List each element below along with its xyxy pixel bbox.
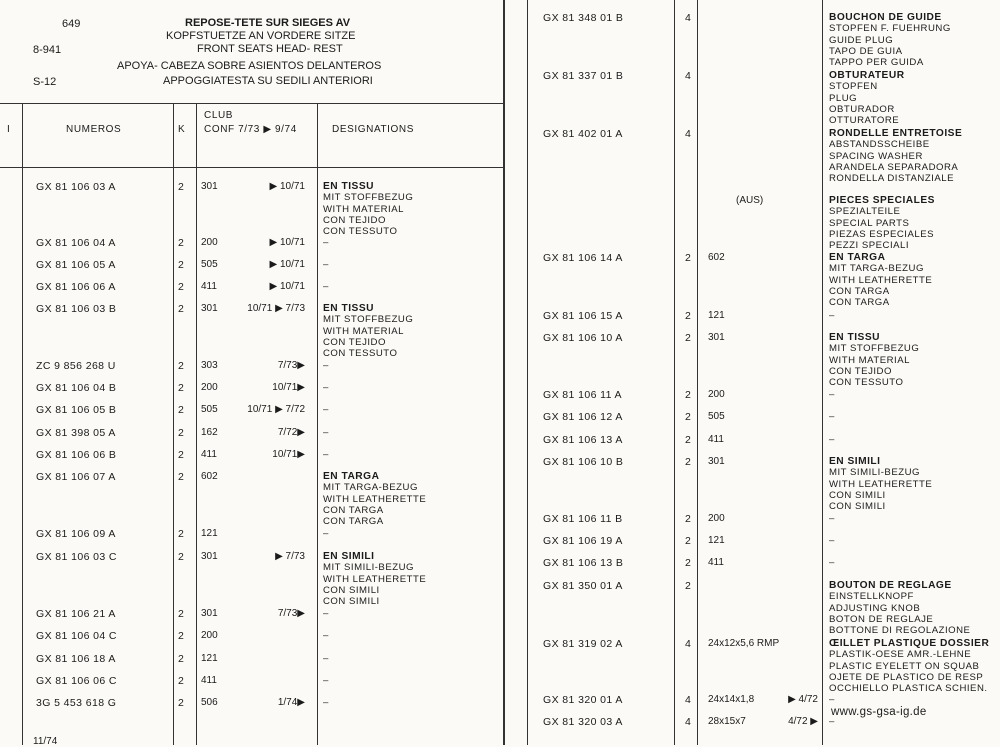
part-number: GX 81 106 06 A — [36, 281, 116, 293]
quantity-k: 2 — [178, 427, 184, 439]
designation-title: – — [829, 694, 835, 705]
page-title: REPOSE-TETE SUR SIEGES AV — [185, 17, 351, 29]
designation-title: – — [323, 528, 329, 539]
designation-block — [829, 580, 970, 636]
part-number: GX 81 320 03 A — [543, 716, 623, 728]
designation-block — [323, 259, 329, 270]
quantity-k: 2 — [178, 471, 184, 483]
designation-block — [323, 303, 413, 359]
designation-line: MIT SIMILI-BEZUG — [829, 467, 920, 479]
quantity-k: 2 — [685, 535, 691, 547]
designation-block — [323, 630, 329, 641]
designation-block — [829, 694, 835, 705]
designation-title: – — [323, 608, 329, 619]
club-conf: 411 — [201, 281, 217, 292]
part-number: GX 81 337 01 B — [543, 70, 624, 82]
title-german: KOPFSTUETZE AN VORDERE SITZE — [166, 30, 356, 42]
date-range: 4/72 ▶ — [788, 716, 818, 727]
club-conf: 301 — [708, 332, 725, 343]
club-conf: 411 — [201, 449, 217, 460]
quantity-k: 2 — [685, 434, 691, 446]
date-range: 1/74▶ — [277, 697, 305, 708]
part-number: GX 81 106 21 A — [36, 608, 116, 620]
designation-block — [829, 389, 835, 400]
col-header-club: CLUB — [204, 110, 234, 121]
designation-title: BOUCHON DE GUIDE — [829, 12, 942, 23]
club-conf: 200 — [708, 389, 725, 400]
part-number: GX 81 106 14 A — [543, 252, 623, 264]
club-conf: 301 — [708, 456, 725, 467]
designation-block — [829, 638, 989, 694]
right-col-line-k — [697, 0, 698, 745]
club-conf: 28x15x7 — [708, 716, 746, 727]
left-col-line-conf — [317, 103, 318, 745]
quantity-k: 2 — [685, 252, 691, 264]
date-range: ▶ 10/71 — [269, 181, 305, 192]
quantity-k: 2 — [685, 389, 691, 401]
part-number: GX 81 106 03 B — [36, 303, 117, 315]
designation-line: CON SIMILI — [323, 584, 380, 596]
designation-block — [323, 449, 329, 460]
page-number: 649 — [62, 18, 81, 30]
header-divider-top — [0, 103, 504, 104]
designation-title: RONDELLE ENTRETOISE — [829, 128, 963, 139]
quantity-k: 2 — [178, 653, 184, 665]
designation-block — [829, 513, 835, 524]
date-range: 7/72▶ — [277, 427, 305, 438]
date-range: ▶ 7/73 — [275, 551, 305, 562]
quantity-k: 2 — [685, 332, 691, 344]
designation-line: WITH LEATHERETTE — [323, 573, 427, 585]
designation-title: EN SIMILI — [829, 456, 881, 467]
designation-title: – — [829, 557, 835, 568]
designation-line: CON TESSUTO — [323, 226, 398, 238]
designation-line: WITH LEATHERETTE — [323, 493, 427, 505]
quantity-k: 4 — [685, 716, 691, 728]
designation-title: – — [829, 513, 835, 524]
club-conf: 301 — [201, 181, 218, 192]
part-number: GX 81 106 11 B — [543, 513, 623, 525]
col-header-k: K — [178, 124, 186, 135]
designation-line: OCCHIELLO PLASTICA SCHIEN. — [829, 683, 988, 695]
designation-line: WITH MATERIAL — [323, 203, 404, 215]
date-range: 10/71 ▶ 7/73 — [247, 303, 305, 314]
quantity-k: 2 — [685, 557, 691, 569]
designation-title: – — [323, 630, 329, 641]
date-range: ▶ 10/71 — [269, 281, 305, 292]
club-conf: 301 — [201, 608, 218, 619]
quantity-k: 2 — [178, 675, 184, 687]
designation-block — [323, 471, 426, 527]
designation-title: – — [323, 449, 329, 460]
club-conf: 121 — [708, 310, 725, 321]
part-number: GX 81 106 10 B — [543, 456, 624, 468]
part-number: GX 81 106 18 A — [36, 653, 116, 665]
club-conf: 200 — [201, 237, 218, 248]
designation-line: OBTURADOR — [829, 103, 895, 115]
left-col-line-num — [173, 103, 174, 745]
designation-title: – — [829, 434, 835, 445]
website-watermark: www.gs-gsa-ig.de — [831, 706, 927, 718]
club-conf: 303 — [201, 360, 218, 371]
part-number: GX 81 106 09 A — [36, 528, 116, 540]
designation-title: PIECES SPECIALES — [829, 195, 935, 206]
designation-block — [829, 252, 932, 308]
designation-line: BOTTONE DI REGOLAZIONE — [829, 625, 971, 637]
designation-line: WITH MATERIAL — [323, 325, 404, 337]
designation-line: MIT SIMILI-BEZUG — [323, 562, 414, 574]
designation-block — [829, 434, 835, 445]
designation-line: GUIDE PLUG — [829, 34, 894, 46]
designation-line: WITH LEATHERETTE — [829, 274, 933, 286]
part-number: GX 81 402 01 A — [543, 128, 623, 140]
designation-line: CON TARGA — [323, 504, 384, 516]
designation-line: SPEZIALTEILE — [829, 206, 901, 218]
part-number: GX 81 106 15 A — [543, 310, 623, 322]
designation-line: SPECIAL PARTS — [829, 217, 910, 229]
designation-block — [829, 310, 835, 321]
club-conf: 301 — [201, 551, 218, 562]
quantity-k: 2 — [178, 608, 184, 620]
designation-line: CON TARGA — [323, 516, 384, 528]
club-conf: 200 — [201, 382, 218, 393]
quantity-k: 2 — [178, 528, 184, 540]
designation-block — [829, 535, 835, 546]
designation-title: EN TISSU — [323, 181, 374, 192]
date-range: ▶ 10/71 — [269, 259, 305, 270]
designation-block — [323, 653, 329, 664]
club-conf: 505 — [201, 404, 218, 415]
designation-block — [829, 12, 951, 68]
col-header-designations: DESIGNATIONS — [332, 124, 415, 135]
designation-line: OJETE DE PLASTICO DE RESP — [829, 671, 984, 683]
club-conf: 121 — [708, 535, 725, 546]
designation-title: – — [323, 259, 329, 270]
club-conf: 411 — [201, 675, 217, 686]
designation-line: ADJUSTING KNOB — [829, 602, 921, 614]
designation-line: CON TESSUTO — [829, 377, 904, 389]
designation-block — [323, 608, 329, 619]
part-number: GX 81 106 04 C — [36, 630, 117, 642]
designation-block — [323, 404, 329, 415]
date-range: 7/73▶ — [277, 360, 305, 371]
right-col-line-conf — [822, 0, 823, 745]
club-conf: 411 — [708, 557, 724, 568]
header-divider-bottom — [0, 167, 504, 168]
left-col-line-i — [22, 103, 23, 745]
designation-title: – — [323, 382, 329, 393]
quantity-k: 2 — [685, 580, 691, 592]
part-number: GX 81 106 03 A — [36, 181, 116, 193]
designation-block — [829, 411, 835, 422]
designation-line: MIT STOFFBEZUG — [323, 192, 414, 204]
designation-title: – — [323, 360, 329, 371]
designation-block — [323, 697, 329, 708]
designation-block — [829, 195, 935, 251]
col-header-conf: CONF 7/73 ▶ 9/74 — [204, 124, 297, 135]
quantity-k: 4 — [685, 694, 691, 706]
date-range: 7/73▶ — [277, 608, 305, 619]
designation-line: MIT TARGA-BEZUG — [323, 482, 418, 494]
quantity-k: 2 — [178, 303, 184, 315]
designation-title: – — [829, 389, 835, 400]
club-conf: (AUS) — [736, 195, 764, 206]
quantity-k: 2 — [178, 181, 184, 193]
designation-block — [829, 456, 932, 512]
designation-line: PLASTIK-OESE AMR.-LEHNE — [829, 649, 972, 661]
part-number: GX 81 106 06 C — [36, 675, 117, 687]
designation-line: ARANDELA SEPARADORA — [829, 161, 959, 173]
designation-block — [323, 360, 329, 371]
designation-line: PEZZI SPECIALI — [829, 240, 910, 252]
part-number: 3G 5 453 618 G — [36, 697, 117, 709]
quantity-k: 2 — [685, 411, 691, 423]
designation-line: CON SIMILI — [323, 596, 380, 608]
designation-title: OBTURATEUR — [829, 70, 905, 81]
quantity-k: 2 — [685, 513, 691, 525]
part-number: GX 81 106 10 A — [543, 332, 623, 344]
title-english: FRONT SEATS HEAD- REST — [197, 43, 343, 55]
designation-block — [323, 551, 426, 607]
part-number: GX 81 106 19 A — [543, 535, 623, 547]
part-number: GX 81 319 02 A — [543, 638, 623, 650]
part-number: GX 81 106 04 A — [36, 237, 116, 249]
designation-line: MIT TARGA-BEZUG — [829, 263, 924, 275]
part-number: GX 81 106 05 A — [36, 259, 116, 271]
designation-line: BOTON DE REGLAJE — [829, 613, 934, 625]
part-number: GX 81 106 03 C — [36, 551, 117, 563]
designation-line: CON SIMILI — [829, 489, 886, 501]
part-number: GX 81 320 01 A — [543, 694, 623, 706]
part-number: GX 81 106 04 B — [36, 382, 117, 394]
part-number: GX 81 106 11 A — [543, 389, 622, 401]
date-range: ▶ 4/72 — [788, 694, 818, 705]
quantity-k: 4 — [685, 70, 691, 82]
quantity-k: 2 — [178, 259, 184, 271]
designation-line: MIT STOFFBEZUG — [323, 314, 414, 326]
designation-title: – — [323, 653, 329, 664]
part-number: GX 81 398 05 A — [36, 427, 116, 439]
designation-title: – — [829, 411, 835, 422]
quantity-k: 2 — [178, 551, 184, 563]
quantity-k: 4 — [685, 638, 691, 650]
right-col-line-num — [674, 0, 675, 745]
club-conf: 121 — [201, 528, 218, 539]
quantity-k: 2 — [178, 404, 184, 416]
designation-line: STOPFEN — [829, 81, 878, 93]
designation-line: EINSTELLKNOPF — [829, 591, 914, 603]
col-header-i: I — [7, 124, 11, 135]
part-number: GX 81 106 13 A — [543, 434, 623, 446]
designation-block — [323, 237, 329, 248]
quantity-k: 2 — [178, 697, 184, 709]
designation-block — [829, 332, 919, 388]
designation-line: CON SIMILI — [829, 501, 886, 513]
col-header-numeros: NUMEROS — [66, 124, 122, 135]
designation-line: RONDELLA DISTANZIALE — [829, 173, 954, 185]
designation-line: PLUG — [829, 92, 858, 104]
designation-title: – — [323, 404, 329, 415]
quantity-k: 2 — [685, 310, 691, 322]
designation-line: ABSTANDSSCHEIBE — [829, 139, 930, 151]
designation-line: CON TARGA — [829, 285, 890, 297]
part-number: GX 81 106 07 A — [36, 471, 116, 483]
quantity-k: 4 — [685, 12, 691, 24]
designation-line: CON TEJIDO — [323, 214, 386, 226]
designation-line: MIT STOFFBEZUG — [829, 343, 920, 355]
designation-title: – — [323, 281, 329, 292]
part-number: GX 81 106 06 B — [36, 449, 117, 461]
club-conf: 301 — [201, 303, 218, 314]
quantity-k: 4 — [685, 128, 691, 140]
designation-block — [323, 281, 329, 292]
club-conf: 24x12x5,6 RMP — [708, 638, 780, 649]
quantity-k: 2 — [685, 456, 691, 468]
designation-line: CON TEJIDO — [323, 336, 386, 348]
part-number: GX 81 348 01 B — [543, 12, 624, 24]
footer-date: 11/74 — [33, 736, 58, 747]
designation-line: TAPO DE GUIA — [829, 45, 903, 57]
designation-title: ŒILLET PLASTIQUE DOSSIER — [829, 638, 990, 649]
designation-line: PLASTIC EYELETT ON SQUAB — [829, 660, 980, 672]
club-conf: 200 — [201, 630, 218, 641]
designation-block — [829, 70, 905, 126]
quantity-k: 2 — [178, 237, 184, 249]
reference-code: 8-941 — [33, 44, 62, 56]
designation-title: – — [323, 427, 329, 438]
designation-title: – — [829, 716, 835, 727]
designation-line: WITH LEATHERETTE — [829, 478, 933, 490]
club-conf: 505 — [201, 259, 218, 270]
designation-title: – — [829, 535, 835, 546]
date-range: 10/71▶ — [272, 382, 305, 393]
club-conf: 411 — [708, 434, 724, 445]
designation-block — [829, 557, 835, 568]
quantity-k: 2 — [178, 281, 184, 293]
quantity-k: 2 — [178, 360, 184, 372]
designation-title: EN TISSU — [829, 332, 880, 343]
club-conf: 162 — [201, 427, 218, 438]
designation-title: – — [323, 675, 329, 686]
designation-block — [829, 128, 962, 184]
designation-line: TAPPO PER GUIDA — [829, 57, 924, 69]
title-spanish: APOYA- CABEZA SOBRE ASIENTOS DELANTEROS — [117, 60, 382, 72]
date-range: 10/71▶ — [272, 449, 305, 460]
designation-title: EN SIMILI — [323, 551, 375, 562]
club-conf: 121 — [201, 653, 218, 664]
section-code: S-12 — [33, 76, 57, 88]
quantity-k: 2 — [178, 382, 184, 394]
designation-block — [323, 181, 413, 237]
designation-block — [323, 427, 329, 438]
club-conf: 505 — [708, 411, 725, 422]
quantity-k: 2 — [178, 630, 184, 642]
right-col-line-i — [527, 0, 528, 745]
club-conf: 200 — [708, 513, 725, 524]
designation-line: SPACING WASHER — [829, 150, 923, 162]
designation-title: EN TARGA — [323, 471, 380, 482]
left-col-line-k — [196, 103, 197, 745]
designation-line: CON TEJIDO — [829, 365, 892, 377]
part-number: GX 81 106 13 B — [543, 557, 624, 569]
designation-line: PIEZAS ESPECIALES — [829, 228, 935, 240]
designation-line: WITH MATERIAL — [829, 354, 910, 366]
designation-line: STOPFEN F. FUEHRUNG — [829, 23, 951, 35]
club-conf: 602 — [201, 471, 218, 482]
designation-line: CON TARGA — [829, 297, 890, 309]
date-range: ▶ 10/71 — [269, 237, 305, 248]
left-panel-border — [503, 0, 505, 745]
part-number: ZC 9 856 268 U — [36, 360, 116, 372]
club-conf: 24x14x1,8 — [708, 694, 755, 705]
title-italian: APPOGGIATESTA SU SEDILI ANTERIORI — [163, 75, 373, 87]
designation-title: BOUTON DE REGLAGE — [829, 580, 952, 591]
designation-line: OTTURATORE — [829, 115, 900, 127]
part-number: GX 81 106 12 A — [543, 411, 623, 423]
designation-title: – — [323, 237, 329, 248]
quantity-k: 2 — [178, 449, 184, 461]
designation-title: – — [323, 697, 329, 708]
designation-line: CON TESSUTO — [323, 348, 398, 360]
part-number: GX 81 106 05 B — [36, 404, 117, 416]
club-conf: 602 — [708, 252, 725, 263]
part-number: GX 81 350 01 A — [543, 580, 623, 592]
designation-block — [323, 382, 329, 393]
designation-title: EN TISSU — [323, 303, 374, 314]
club-conf: 506 — [201, 697, 218, 708]
designation-block — [323, 528, 329, 539]
designation-title: EN TARGA — [829, 252, 886, 263]
date-range: 10/71 ▶ 7/72 — [247, 404, 305, 415]
designation-title: – — [829, 310, 835, 321]
designation-block — [323, 675, 329, 686]
